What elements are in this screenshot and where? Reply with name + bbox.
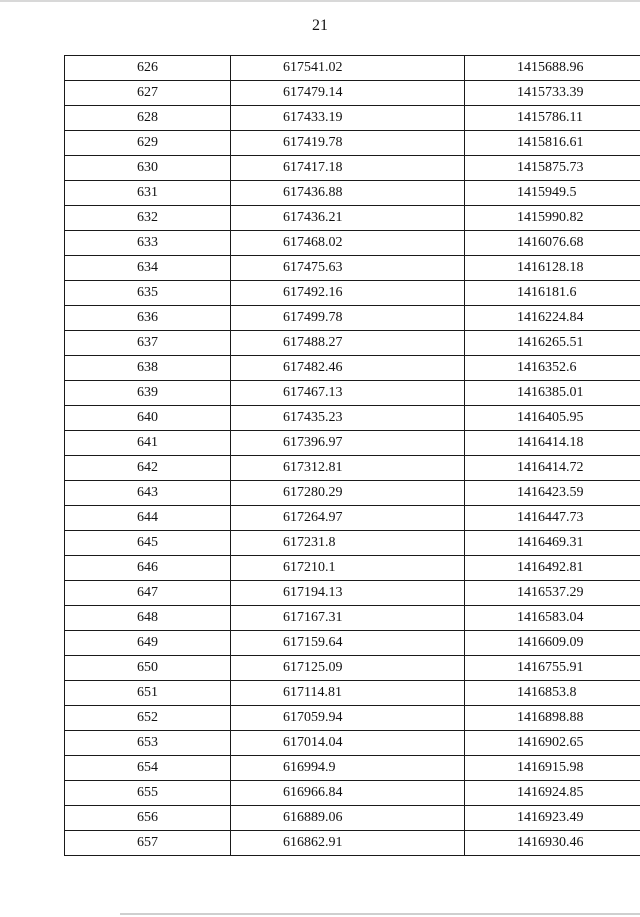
y-coordinate-cell: 1416414.72	[465, 456, 640, 481]
y-coordinate-cell: 1416492.81	[465, 556, 640, 581]
y-coordinate-cell: 1416853.8	[465, 681, 640, 706]
x-coordinate-cell: 617231.8	[231, 531, 465, 556]
x-coordinate-cell: 617482.46	[231, 356, 465, 381]
table-row	[65, 706, 640, 731]
x-coordinate-cell: 616966.84	[231, 781, 465, 806]
point-number-cell: 639	[65, 381, 231, 406]
y-coordinate-cell: 1416405.95	[465, 406, 640, 431]
point-number-cell: 631	[65, 181, 231, 206]
point-number-cell: 626	[65, 56, 231, 81]
x-coordinate-cell: 617014.04	[231, 731, 465, 756]
table-row	[65, 306, 640, 331]
y-coordinate-cell: 1415949.5	[465, 181, 640, 206]
point-number-cell: 654	[65, 756, 231, 781]
table-row	[65, 581, 640, 606]
point-number-cell: 628	[65, 106, 231, 131]
table-row	[65, 781, 640, 806]
table-row	[65, 456, 640, 481]
x-coordinate-cell: 617436.21	[231, 206, 465, 231]
y-coordinate-cell: 1416385.01	[465, 381, 640, 406]
table-row	[65, 556, 640, 581]
table-row	[65, 131, 640, 156]
table-row	[65, 331, 640, 356]
x-coordinate-cell: 617419.78	[231, 131, 465, 156]
y-coordinate-cell: 1416583.04	[465, 606, 640, 631]
x-coordinate-cell: 616994.9	[231, 756, 465, 781]
table-row	[65, 606, 640, 631]
table-row	[65, 756, 640, 781]
point-number-cell: 629	[65, 131, 231, 156]
table-row	[65, 656, 640, 681]
table-row	[65, 506, 640, 531]
x-coordinate-cell: 617433.19	[231, 106, 465, 131]
point-number-cell: 647	[65, 581, 231, 606]
x-coordinate-cell: 617210.1	[231, 556, 465, 581]
page-number: 21	[312, 17, 328, 34]
y-coordinate-cell: 1415688.96	[465, 56, 640, 81]
point-number-cell: 648	[65, 606, 231, 631]
y-coordinate-cell: 1416902.65	[465, 731, 640, 756]
table-row	[65, 731, 640, 756]
point-number-cell: 652	[65, 706, 231, 731]
point-number-cell: 653	[65, 731, 231, 756]
table-row	[65, 356, 640, 381]
y-coordinate-cell: 1416181.6	[465, 281, 640, 306]
table-row	[65, 81, 640, 106]
x-coordinate-cell: 617417.18	[231, 156, 465, 181]
point-number-cell: 645	[65, 531, 231, 556]
y-coordinate-cell: 1416537.29	[465, 581, 640, 606]
table-row	[65, 681, 640, 706]
point-number-cell: 655	[65, 781, 231, 806]
y-coordinate-cell: 1415816.61	[465, 131, 640, 156]
x-coordinate-cell: 617436.88	[231, 181, 465, 206]
point-number-cell: 644	[65, 506, 231, 531]
table-row	[65, 831, 640, 856]
table-row	[65, 531, 640, 556]
point-number-cell: 656	[65, 806, 231, 831]
table-row	[65, 56, 640, 81]
x-coordinate-cell: 617499.78	[231, 306, 465, 331]
x-coordinate-cell: 617468.02	[231, 231, 465, 256]
x-coordinate-cell: 617488.27	[231, 331, 465, 356]
x-coordinate-cell: 617159.64	[231, 631, 465, 656]
point-number-cell: 637	[65, 331, 231, 356]
x-coordinate-cell: 617475.63	[231, 256, 465, 281]
y-coordinate-cell: 1416609.09	[465, 631, 640, 656]
point-number-cell: 636	[65, 306, 231, 331]
table-row	[65, 406, 640, 431]
y-coordinate-cell: 1416414.18	[465, 431, 640, 456]
x-coordinate-cell: 617467.13	[231, 381, 465, 406]
coordinates-table	[64, 55, 640, 856]
x-coordinate-cell: 617167.31	[231, 606, 465, 631]
y-coordinate-cell: 1416923.49	[465, 806, 640, 831]
y-coordinate-cell: 1416447.73	[465, 506, 640, 531]
y-coordinate-cell: 1415990.82	[465, 206, 640, 231]
point-number-cell: 633	[65, 231, 231, 256]
table-row	[65, 281, 640, 306]
point-number-cell: 641	[65, 431, 231, 456]
point-number-cell: 657	[65, 831, 231, 856]
y-coordinate-cell: 1416930.46	[465, 831, 640, 856]
y-coordinate-cell: 1416128.18	[465, 256, 640, 281]
y-coordinate-cell: 1416265.51	[465, 331, 640, 356]
y-coordinate-cell: 1416352.6	[465, 356, 640, 381]
table-row	[65, 631, 640, 656]
table-row	[65, 381, 640, 406]
x-coordinate-cell: 617396.97	[231, 431, 465, 456]
x-coordinate-cell: 617541.02	[231, 56, 465, 81]
y-coordinate-cell: 1416469.31	[465, 531, 640, 556]
y-coordinate-cell: 1416076.68	[465, 231, 640, 256]
point-number-cell: 634	[65, 256, 231, 281]
point-number-cell: 650	[65, 656, 231, 681]
point-number-cell: 638	[65, 356, 231, 381]
table-row	[65, 481, 640, 506]
x-coordinate-cell: 617479.14	[231, 81, 465, 106]
point-number-cell: 646	[65, 556, 231, 581]
point-number-cell: 649	[65, 631, 231, 656]
point-number-cell: 643	[65, 481, 231, 506]
x-coordinate-cell: 617114.81	[231, 681, 465, 706]
point-number-cell: 632	[65, 206, 231, 231]
x-coordinate-cell: 617280.29	[231, 481, 465, 506]
point-number-cell: 642	[65, 456, 231, 481]
y-coordinate-cell: 1416224.84	[465, 306, 640, 331]
y-coordinate-cell: 1415786.11	[465, 106, 640, 131]
point-number-cell: 627	[65, 81, 231, 106]
x-coordinate-cell: 617264.97	[231, 506, 465, 531]
point-number-cell: 630	[65, 156, 231, 181]
x-coordinate-cell: 616889.06	[231, 806, 465, 831]
y-coordinate-cell: 1416915.98	[465, 756, 640, 781]
table-row	[65, 806, 640, 831]
table-row	[65, 256, 640, 281]
y-coordinate-cell: 1416898.88	[465, 706, 640, 731]
table-row	[65, 231, 640, 256]
y-coordinate-cell: 1416924.85	[465, 781, 640, 806]
point-number-cell: 635	[65, 281, 231, 306]
point-number-cell: 651	[65, 681, 231, 706]
x-coordinate-cell: 617059.94	[231, 706, 465, 731]
coordinates-table-body	[65, 56, 640, 856]
y-coordinate-cell: 1415733.39	[465, 81, 640, 106]
x-coordinate-cell: 617125.09	[231, 656, 465, 681]
table-row	[65, 431, 640, 456]
table-row	[65, 181, 640, 206]
point-number-cell: 640	[65, 406, 231, 431]
scan-edge-bottom	[120, 913, 640, 915]
x-coordinate-cell: 617312.81	[231, 456, 465, 481]
table-row	[65, 106, 640, 131]
scan-edge-top	[0, 0, 640, 2]
x-coordinate-cell: 616862.91	[231, 831, 465, 856]
table-row	[65, 206, 640, 231]
table-row	[65, 156, 640, 181]
x-coordinate-cell: 617435.23	[231, 406, 465, 431]
x-coordinate-cell: 617492.16	[231, 281, 465, 306]
y-coordinate-cell: 1415875.73	[465, 156, 640, 181]
y-coordinate-cell: 1416755.91	[465, 656, 640, 681]
y-coordinate-cell: 1416423.59	[465, 481, 640, 506]
x-coordinate-cell: 617194.13	[231, 581, 465, 606]
